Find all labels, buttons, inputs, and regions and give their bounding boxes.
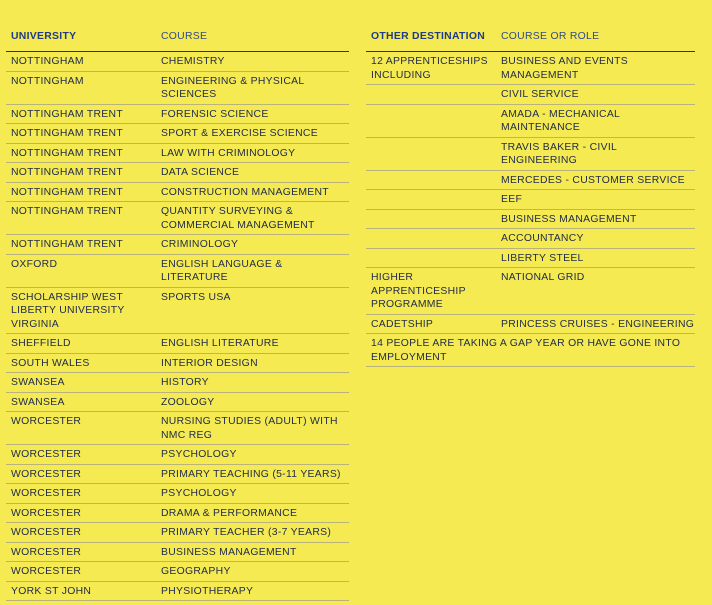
university-cell: SWANSEA	[11, 396, 65, 408]
table-row	[366, 105, 695, 138]
destination-cell	[366, 141, 496, 168]
destination-cell	[366, 174, 496, 188]
table-row	[6, 334, 349, 354]
course-or-role-cell: NATIONAL GRID	[501, 272, 585, 283]
course-cell: PSYCHOLOGY	[161, 488, 237, 499]
university-cell: SCHOLARSHIP WEST LIBERTY UNIVERSITY VIRGINIA	[11, 291, 125, 330]
course-cell: QUANTITY SURVEYING & COMMERCIAL MANAGEMENT	[161, 206, 315, 231]
course-or-role-cell: MERCEDES - CUSTOMER SERVICE	[501, 174, 685, 186]
course-or-role-cell: AMADA - MECHANICAL MAINTENANCE	[501, 108, 620, 133]
university-cell: NOTTINGHAM	[11, 56, 84, 67]
table-row	[366, 315, 695, 335]
course-cell: CONSTRUCTION MANAGEMENT	[161, 186, 329, 198]
university-rows	[6, 52, 349, 601]
table-row	[366, 138, 695, 171]
table-row	[6, 105, 349, 125]
table-row	[6, 52, 349, 72]
university-cell: OXFORD	[11, 258, 58, 270]
table-row	[6, 523, 349, 543]
university-cell: SHEFFIELD	[11, 338, 71, 349]
university-cell: NOTTINGHAM TRENT	[11, 186, 123, 198]
course-or-role-column-header: COURSE OR ROLE	[501, 31, 600, 42]
course-or-role-cell: PRINCESS CRUISES - ENGINEERING	[501, 318, 695, 330]
course-cell: CRIMINOLOGY	[161, 239, 239, 250]
university-cell: NOTTINGHAM TRENT	[11, 147, 123, 159]
university-table-header	[6, 28, 349, 52]
destination-cell: 12 APPRENTICESHIPS INCLUDING	[371, 56, 488, 81]
table-row	[6, 144, 349, 164]
course-or-role-cell: BUSINESS MANAGEMENT	[501, 213, 637, 225]
course-or-role-cell: TRAVIS BAKER - CIVIL ENGINEERING	[501, 141, 617, 166]
other-destination-table-header	[366, 28, 695, 52]
university-cell: NOTTINGHAM TRENT	[11, 108, 123, 120]
university-cell: SWANSEA	[11, 377, 65, 388]
table-row	[366, 190, 695, 210]
university-cell: WORCESTER	[11, 488, 82, 499]
course-cell: ENGLISH LANGUAGE & LITERATURE	[161, 258, 283, 283]
course-cell: ENGLISH LITERATURE	[161, 338, 279, 349]
course-cell: SPORTS USA	[161, 291, 231, 303]
course-or-role-cell: BUSINESS AND EVENTS MANAGEMENT	[501, 56, 628, 81]
university-cell: WORCESTER	[11, 527, 82, 538]
course-cell: DATA SCIENCE	[161, 167, 240, 178]
table-row	[6, 484, 349, 504]
course-cell: PRIMARY TEACHER (3-7 YEARS)	[161, 527, 332, 538]
university-cell: WORCESTER	[11, 566, 82, 577]
table-row	[6, 465, 349, 485]
course-cell: HISTORY	[161, 377, 209, 388]
table-row	[6, 445, 349, 465]
table-row	[6, 163, 349, 183]
course-cell: PHYSIOTHERAPY	[161, 585, 254, 597]
table-row	[6, 412, 349, 445]
university-cell: WORCESTER	[11, 507, 82, 519]
university-cell: NOTTINGHAM TRENT	[11, 167, 123, 178]
course-cell: LAW WITH CRIMINOLOGY	[161, 147, 296, 159]
university-table	[6, 28, 349, 601]
table-row	[6, 183, 349, 203]
university-cell: YORK ST JOHN	[11, 585, 92, 597]
table-row	[366, 229, 695, 249]
table-row	[6, 255, 349, 288]
table-row	[6, 288, 349, 335]
university-cell: SOUTH WALES	[11, 357, 90, 369]
university-column-header: UNIVERSITY	[11, 31, 77, 42]
table-row	[366, 171, 695, 191]
table-row	[6, 562, 349, 582]
table-row	[6, 72, 349, 105]
destination-cell	[366, 193, 496, 207]
university-cell: WORCESTER	[11, 468, 82, 480]
destination-cell	[366, 88, 496, 102]
gap-year-note: 14 PEOPLE ARE TAKING A GAP YEAR OR HAVE GONE INTO EMPLOYMENT	[371, 338, 681, 363]
other-destination-table	[366, 28, 695, 367]
table-row	[366, 85, 695, 105]
table-row	[366, 268, 695, 315]
university-cell: NOTTINGHAM TRENT	[11, 239, 123, 250]
table-row	[6, 124, 349, 144]
table-row	[6, 393, 349, 413]
destination-cell	[366, 213, 496, 227]
course-or-role-cell: CIVIL SERVICE	[501, 89, 579, 100]
table-row	[6, 543, 349, 563]
table-row	[366, 249, 695, 269]
table-row	[366, 52, 695, 85]
university-cell: WORCESTER	[11, 546, 82, 558]
university-cell: NOTTINGHAM TRENT	[11, 128, 123, 139]
university-cell: WORCESTER	[11, 416, 82, 427]
destination-cell	[366, 232, 496, 246]
university-cell: NOTTINGHAM TRENT	[11, 206, 123, 217]
table-row	[6, 354, 349, 374]
destination-column-header: OTHER DESTINATION	[371, 31, 486, 42]
table-row	[6, 235, 349, 255]
course-cell: CHEMISTRY	[161, 56, 225, 67]
destination-rows	[366, 52, 695, 334]
destination-cell	[366, 252, 496, 266]
course-or-role-cell: LIBERTY STEEL	[501, 252, 584, 264]
table-row	[366, 210, 695, 230]
table-row	[6, 202, 349, 235]
course-cell: SPORT & EXERCISE SCIENCE	[161, 128, 318, 139]
university-cell: WORCESTER	[11, 449, 82, 460]
course-or-role-cell: EEF	[501, 194, 523, 205]
table-row	[6, 373, 349, 393]
course-cell: PSYCHOLOGY	[161, 449, 237, 460]
table-row	[6, 504, 349, 524]
course-cell: DRAMA & PERFORMANCE	[161, 507, 298, 519]
university-cell: NOTTINGHAM	[11, 75, 84, 87]
course-cell: NURSING STUDIES (ADULT) WITH NMC REG	[161, 416, 338, 441]
course-cell: GEOGRAPHY	[161, 566, 231, 577]
destination-cell: CADETSHIP	[371, 318, 434, 330]
course-cell: PRIMARY TEACHING (5-11 YEARS)	[161, 468, 341, 480]
gap-year-note-row	[366, 334, 695, 367]
course-cell: INTERIOR DESIGN	[161, 357, 258, 369]
course-column-header: COURSE	[161, 31, 208, 42]
course-cell: BUSINESS MANAGEMENT	[161, 546, 297, 558]
table-row	[6, 582, 349, 602]
course-cell: ENGINEERING & PHYSICAL SCIENCES	[161, 75, 305, 100]
destination-cell: HIGHER APPRENTICESHIP PROGRAMME	[371, 272, 466, 310]
course-or-role-cell: ACCOUNTANCY	[501, 233, 584, 244]
course-cell: FORENSIC SCIENCE	[161, 108, 269, 120]
destination-cell	[366, 108, 496, 135]
course-cell: ZOOLOGY	[161, 396, 215, 408]
